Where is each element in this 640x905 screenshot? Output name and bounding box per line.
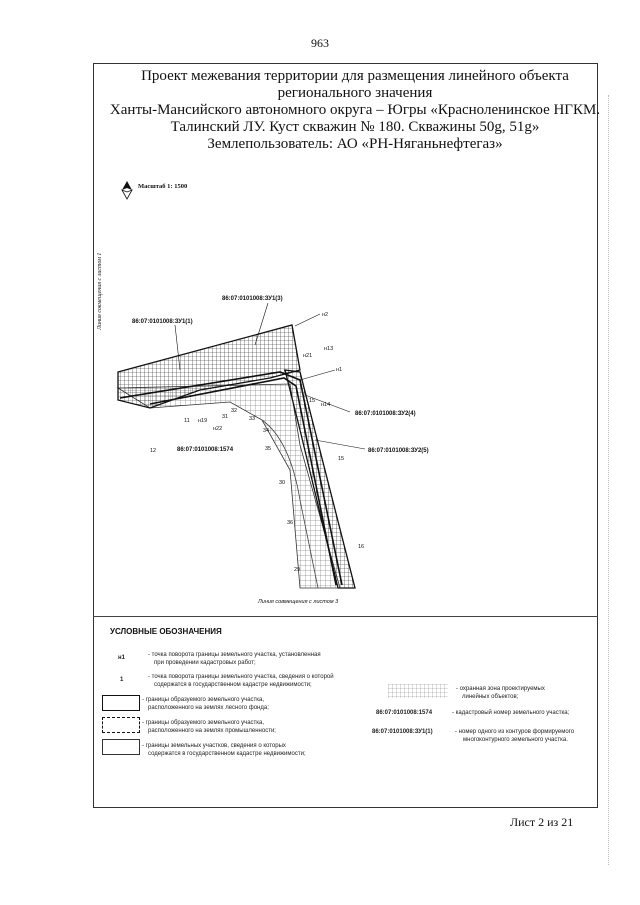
legend-n1-symbol: н1 [118, 655, 125, 661]
pt-n21: н21 [303, 353, 313, 359]
legend-industry-text: - границы образуемого земельного участка, расположенного на землях промышленности; [142, 720, 276, 734]
scale-label: Масштаб 1: 1500 [138, 183, 188, 190]
pt-n13: н13 [324, 346, 334, 352]
legend-contour-text: - номер одного из контуров формируемого многоконтурного земельного участка. [455, 729, 575, 743]
legend-point-symbol: 1 [120, 677, 124, 683]
label-zu1-1: 86:07:0101008:ЗУ1(1) [132, 319, 193, 325]
legend-zone-text: - охранная зона проектируемых линейных объектов; [456, 686, 545, 700]
legend-gkn-swatch [102, 739, 140, 755]
pt-33: 33 [249, 416, 256, 422]
pt-35: 35 [265, 446, 272, 452]
pt-12: 12 [150, 448, 157, 454]
title-line-5: Землепользователь: АО «РН-Няганьнефтегаз» [207, 136, 503, 152]
legend-point-text: - точка поворота границы земельного участка, сведения о которой содержатся в государственном кадастре недвижимости; [148, 674, 334, 688]
legend-contour-example: 86:07:0101008:ЗУ1(1) [372, 729, 433, 735]
pt-n1: н1 [336, 367, 343, 373]
label-zu2-5: 86:07:0101008:ЗУ2(5) [368, 448, 429, 454]
pt-30: 30 [279, 480, 286, 486]
label-zu2-4: 86:07:0101008:ЗУ2(4) [355, 411, 416, 417]
label-cad-1574: 86:07:0101008:1574 [177, 447, 234, 453]
title-line-1: Проект межевания территории для размещения линейного объекта [141, 68, 569, 84]
title-line-2: регионального значения [277, 85, 433, 101]
page-number: 963 [311, 36, 329, 50]
bottom-match-line-label: Линия совмещения с листом 3 [258, 599, 339, 605]
legend-gkn-text: - границы земельных участков, сведения о которых содержатся в государственном кадастре недвижимости; [142, 743, 306, 757]
pt-11: 11 [184, 418, 190, 424]
pt-15b: 15 [338, 456, 345, 462]
label-zu1-3: 86:07:0101008:ЗУ1(3) [222, 296, 283, 302]
pt-16: 16 [358, 544, 365, 550]
pt-n22: н22 [213, 426, 223, 432]
pt-n2: н2 [322, 312, 329, 318]
pt-29: 29 [294, 567, 301, 573]
pt-31: 31 [222, 414, 229, 420]
legend-zone-swatch [388, 684, 448, 698]
legend-forest-text: - границы образуемого земельного участка, расположенного на землях лесного фонда; [142, 697, 269, 711]
pt-15a: 15 [309, 398, 316, 404]
legend-title: УСЛОВНЫЕ ОБОЗНАЧЕНИЯ [110, 627, 222, 636]
sheet-number: Лист 2 из 21 [510, 815, 574, 829]
pt-36: 36 [287, 520, 294, 526]
legend-cad-example: 86:07:0101008:1574 [376, 710, 433, 716]
legend-industry-swatch [102, 717, 140, 733]
pt-n14: н14 [321, 402, 331, 408]
title-line-4: Талинский ЛУ. Куст скважин № 180. Скважины 50g, 51g» [170, 119, 540, 135]
pt-32: 32 [231, 408, 238, 414]
side-match-line-label: Линия совмещения с листом 1 [97, 252, 103, 330]
pt-34: 34 [263, 428, 270, 434]
legend-n1-text: - точка поворота границы земельного участка, установленная при проведении кадастровых работ; [148, 652, 321, 666]
legend-cad-text: - кадастровый номер земельного участка; [452, 710, 570, 716]
legend-forest-swatch [102, 695, 140, 711]
pt-n19: н19 [198, 418, 208, 424]
title-line-3: Ханты-Мансийского автономного округа – Югры «Красноленинское НГКМ. [109, 102, 601, 118]
